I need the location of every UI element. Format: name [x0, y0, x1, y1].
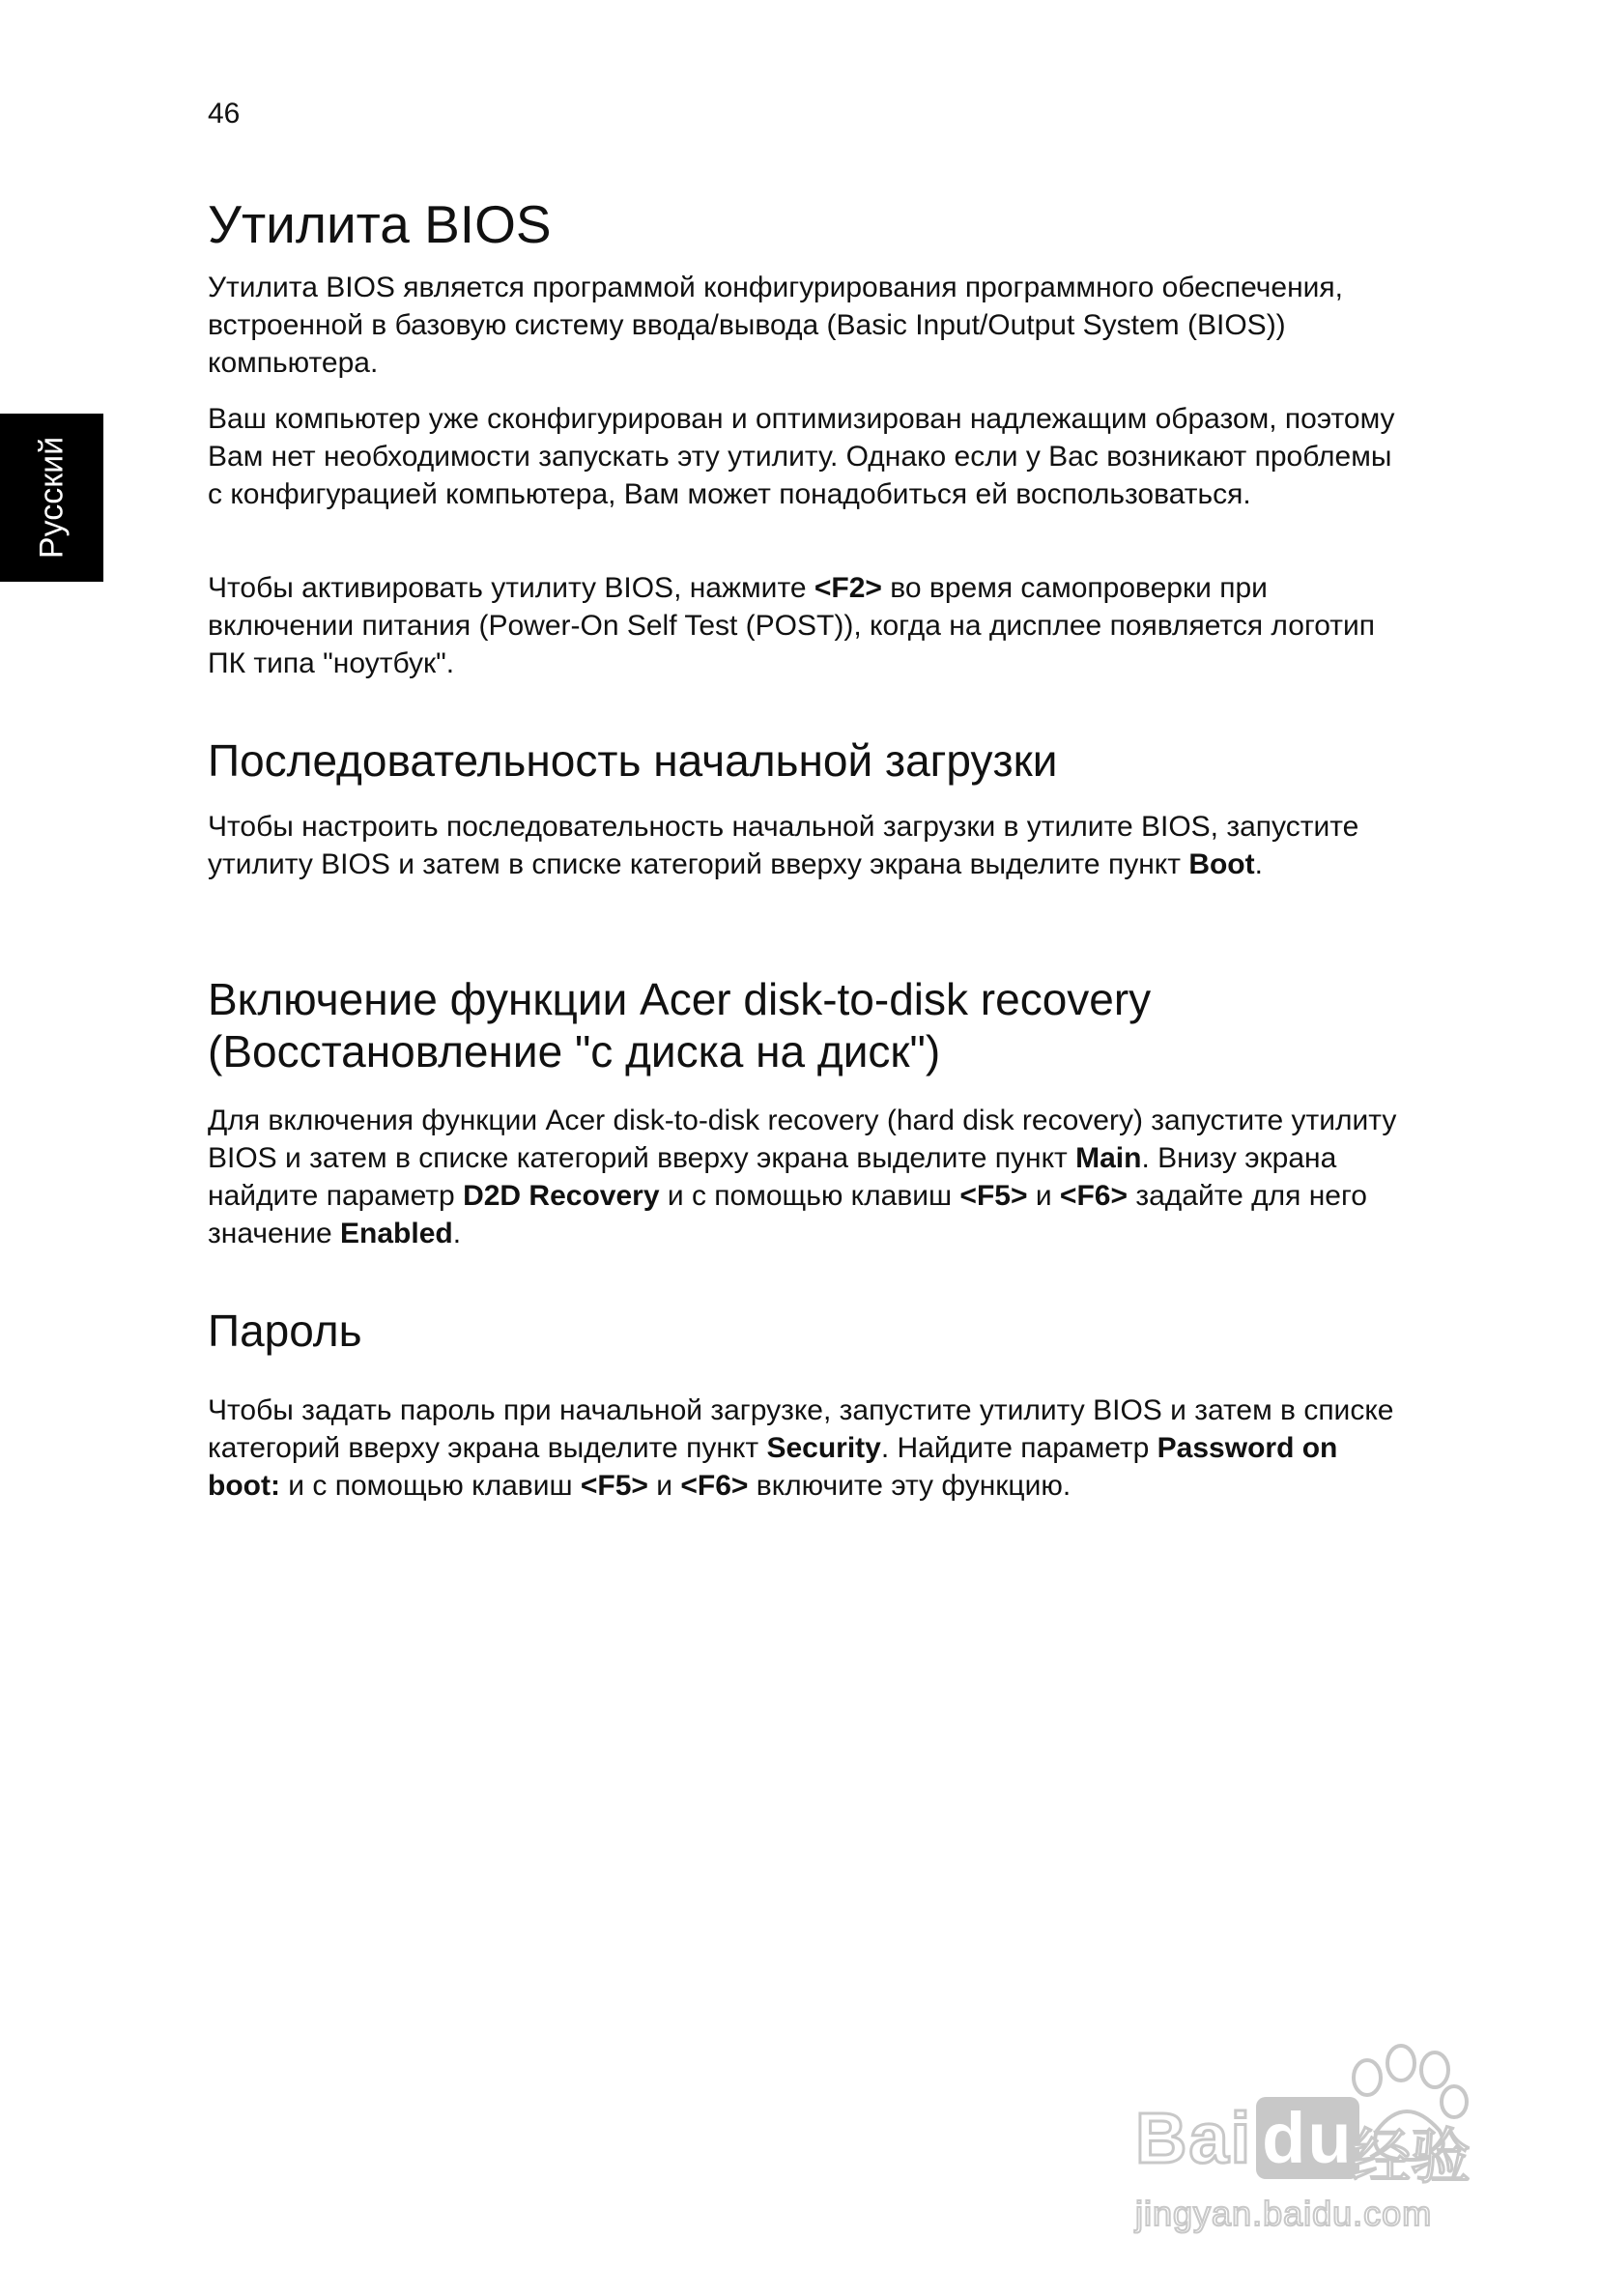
language-side-tab-label: Русский: [33, 436, 70, 560]
password-paragraph: [208, 1392, 1406, 1505]
title-line-2: (Восстановление "с диска на диск"): [208, 1026, 941, 1076]
bios-paragraph-3: [208, 569, 1406, 682]
recovery-paragraph: [208, 1102, 1406, 1252]
term-enabled: Enabled: [340, 1218, 453, 1249]
text-run: во время самопроверки при включении питания (Power-On Self Test (POST)), когда на дисплее появляется логотип ПК типа "ноутбук".: [208, 572, 1375, 679]
boot-paragraph: [208, 808, 1406, 883]
baidu-watermark: [1121, 2039, 1507, 2261]
text-run: .: [452, 1218, 462, 1249]
term-boot: Boot: [1188, 848, 1255, 880]
text-run: и с помощью клавиш: [659, 1180, 960, 1212]
title-line-1: Включение функции Acer disk-to-disk recovery: [208, 974, 1152, 1024]
text-run: и: [647, 1470, 681, 1502]
watermark-brand-part2: du: [1256, 2097, 1358, 2179]
watermark-cn: 经验: [1351, 2124, 1471, 2191]
watermark-brand-part1: Bai: [1135, 2098, 1253, 2178]
bios-paragraph-1: Утилита BIOS является программой конфигурирования программного обеспечения, встроенной в базовую систему ввода/вывода (Basic Input/Output System (BIOS)) компьютера.: [208, 272, 1343, 379]
term-password-on-boot: Password on boot:: [208, 1432, 1338, 1502]
text-run: . Внизу экрана найдите параметр: [208, 1142, 1337, 1212]
watermark-brand: [1135, 2097, 1359, 2179]
term-main: Main: [1075, 1142, 1142, 1174]
page-number: 46: [208, 98, 241, 129]
term-security: Security: [766, 1432, 881, 1464]
text-run: Чтобы задать пароль при начальной загрузке, запустите утилиту BIOS и затем в списке категорий вверху экрана выделите пункт: [208, 1394, 1394, 1464]
key-f5: <F5>: [959, 1180, 1028, 1212]
bios-paragraph-2: Ваш компьютер уже сконфигурирован и оптимизирован надлежащим образом, поэтому Вам нет необходимости запускать эту утилиту. Однако если у Вас возникают проблемы с конфигурацией компьютера, Вам может понадобиться ей воспользоваться.: [208, 403, 1395, 510]
text-run: и: [1027, 1180, 1060, 1212]
section-title-password: Пароль: [208, 1306, 362, 1356]
term-d2d-recovery: D2D Recovery: [463, 1180, 660, 1212]
section-title-bios: Утилита BIOS: [208, 194, 552, 254]
section-title-boot-sequence: Последовательность начальной загрузки: [208, 735, 1058, 786]
text-run: . Найдите параметр: [880, 1432, 1157, 1464]
text-run: и с помощью клавиш: [279, 1470, 581, 1502]
text-run: включите эту функцию.: [748, 1470, 1071, 1502]
key-f6: <F6>: [680, 1470, 749, 1502]
key-f6: <F6>: [1059, 1180, 1128, 1212]
key-f2: <F2>: [814, 572, 882, 604]
text-run: Чтобы активировать утилиту BIOS, нажмите: [208, 572, 814, 604]
text-run: задайте для него значение: [208, 1180, 1367, 1249]
text-run: Для включения функции Acer disk-to-disk recovery (hard disk recovery) запустите утилиту BIOS и затем в списке категорий вверху экрана выделите пункт: [208, 1105, 1397, 1174]
watermark-url: jingyan.baidu.com: [1135, 2194, 1433, 2233]
text-run: Чтобы настроить последовательность начальной загрузки в утилите BIOS, запустите утилиту BIOS и затем в списке категорий вверху экрана выделите пункт: [208, 811, 1359, 880]
section-title-disk-recovery: [208, 973, 1425, 1077]
text-run: .: [1254, 848, 1263, 880]
language-side-tab: [0, 414, 103, 582]
key-f5: <F5>: [580, 1470, 648, 1502]
